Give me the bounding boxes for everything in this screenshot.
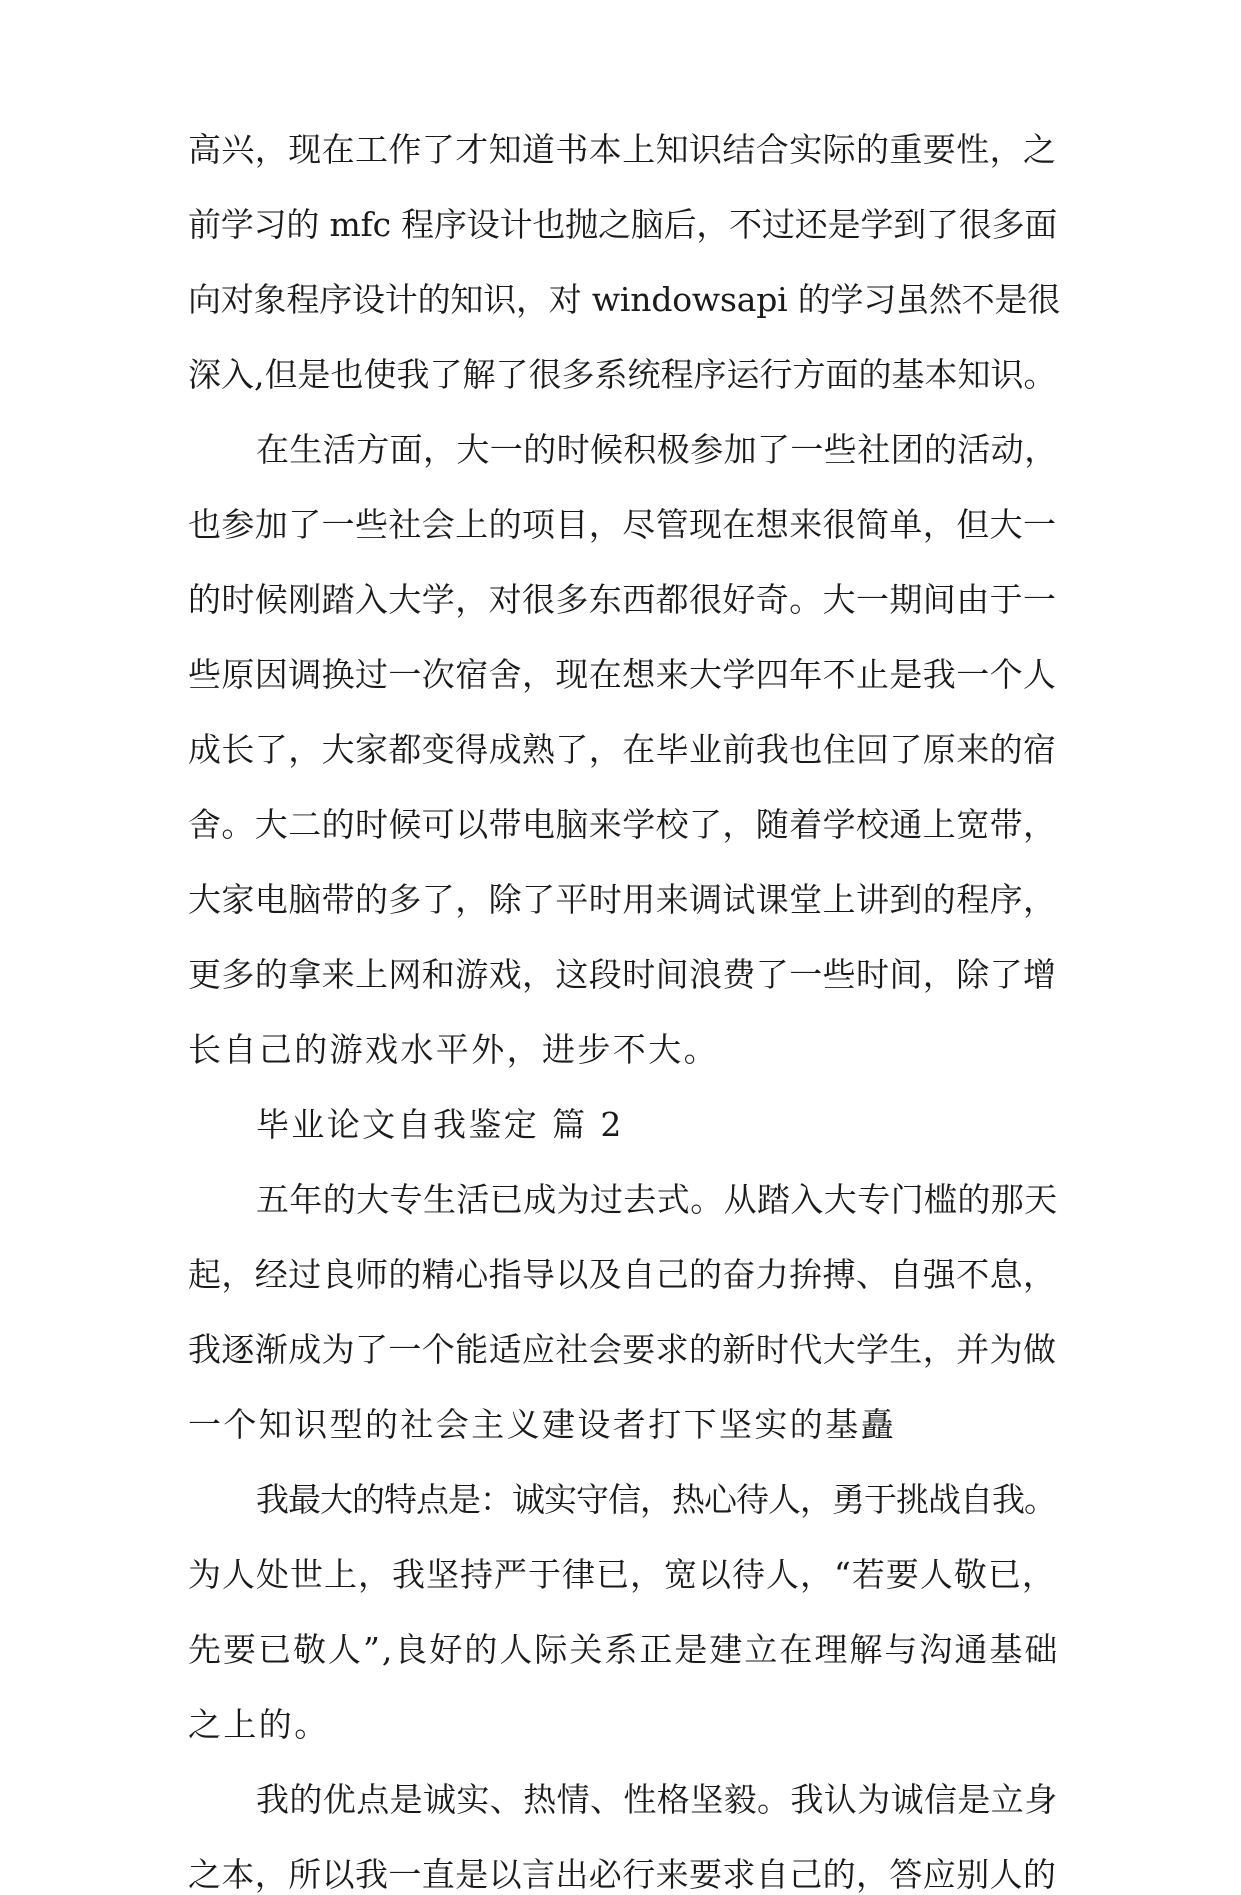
text-line: 大家电脑带的多了，除了平时用来调试课堂上讲到的程序， [188, 880, 1057, 919]
text-line: 一个知识型的社会主义建设者打下坚实的基矗 [188, 1405, 896, 1444]
text-line: 起，经过良师的精心指导以及自己的奋力拚搏、自强不息， [188, 1255, 1057, 1294]
text-line: 成长了，大家都变得成熟了，在毕业前我也住回了原来的宿 [188, 730, 1057, 769]
text-line: 先要已敬人”,良好的人际关系正是建立在理解与沟通基础 [188, 1630, 1060, 1669]
text-line: 之上的。 [188, 1705, 330, 1744]
text-line: 长自己的游戏水平外，进步不大。 [188, 1030, 719, 1069]
text-line: 前学习的 mfc 程序设计也抛之脑后，不过还是学到了很多面 [188, 205, 1058, 244]
paragraph-first-line: 我最大的特点是：诚实守信，热心待人，勇于挑战自我。 [256, 1480, 1056, 1519]
text-line: 些原因调换过一次宿舍，现在想来大学四年不止是我一个人 [188, 655, 1057, 694]
text-line: 舍。大二的时候可以带电脑来学校了，随着学校通上宽带， [188, 805, 1057, 844]
text-line: 更多的拿来上网和游戏，这段时间浪费了一些时间，除了增 [188, 955, 1057, 994]
text-line: 之本，所以我一直是以言出必行来要求自己的，答应别人的 [188, 1855, 1057, 1894]
text-line: 为人处世上，我坚持严于律已，宽以待人，“若要人敬已， [188, 1555, 1056, 1594]
paragraph-first-line: 五年的大专生活已成为过去式。从踏入大专门槛的那天 [256, 1180, 1058, 1219]
text-line: 的时候刚踏入大学，对很多东西都很好奇。大一期间由于一 [188, 580, 1057, 619]
text-line: 高兴，现在工作了才知道书本上知识结合实际的重要性，之 [188, 130, 1057, 169]
text-line: 也参加了一些社会上的项目，尽管现在想来很简单，但大一 [188, 505, 1057, 544]
paragraph-first-line: 我的优点是诚实、热情、性格坚毅。我认为诚信是立身 [256, 1780, 1058, 1819]
text-line: 向对象程序设计的知识，对 windowsapi 的学习虽然不是很 [188, 280, 1061, 319]
paragraph-first-line: 在生活方面，大一的时候积极参加了一些社团的活动， [256, 430, 1058, 469]
text-line: 我逐渐成为了一个能适应社会要求的新时代大学生，并为做 [188, 1330, 1057, 1369]
section-heading: 毕业论文自我鉴定 篇 2 [256, 1105, 624, 1144]
text-line: 深入,但是也使我了解了很多系统程序运行方面的基本知识。 [188, 355, 1057, 394]
